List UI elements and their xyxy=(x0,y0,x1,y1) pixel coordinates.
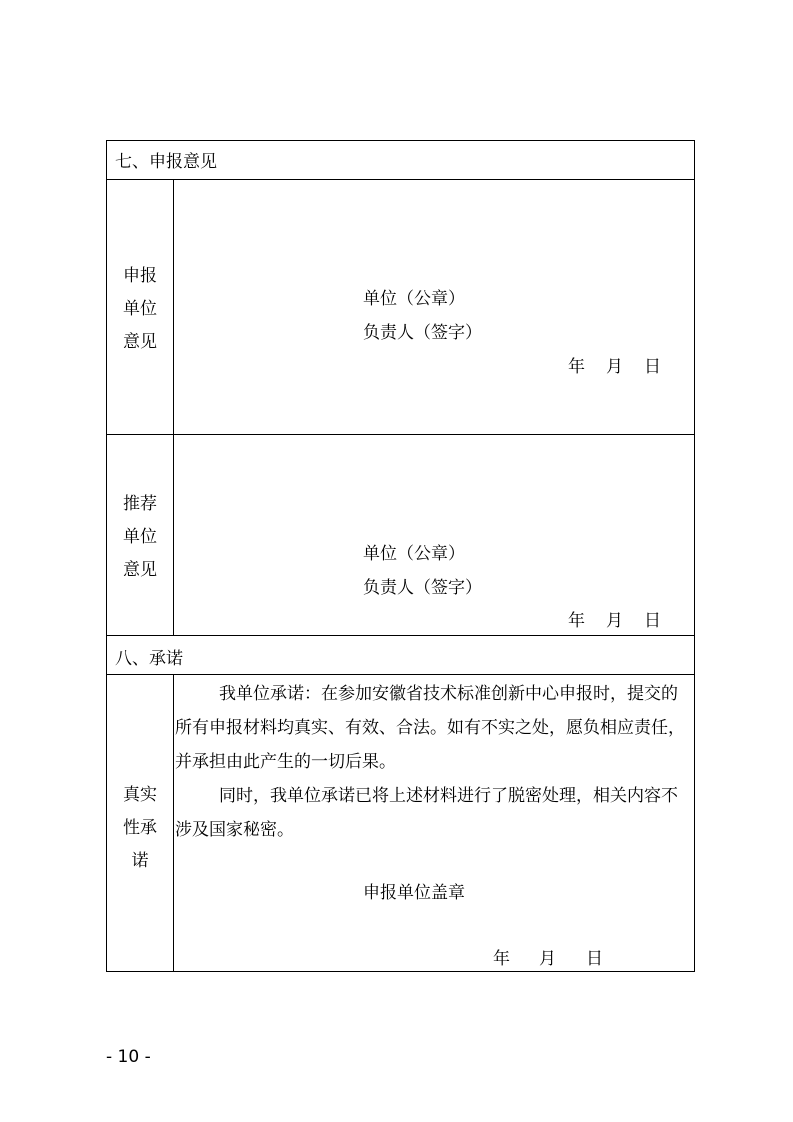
recommender-seal-label: 单位（公章） xyxy=(363,544,465,564)
page-number: - 10 - xyxy=(106,1047,151,1067)
applicant-opinion-label: 申报 单位 意见 xyxy=(123,266,157,352)
applicant-date-month: 月 xyxy=(606,357,623,377)
row-divider xyxy=(173,434,694,435)
section-8-title: 八、承诺 xyxy=(115,649,183,669)
opinion-form xyxy=(106,140,695,972)
commitment-date-year: 年 xyxy=(493,949,510,969)
row-divider xyxy=(107,434,173,435)
commitment-paragraph-2: 同时，我单位承诺已将上述材料进行了脱密处理，相关内容不涉及国家秘密。 xyxy=(175,786,678,840)
applicant-date-day: 日 xyxy=(644,357,661,377)
recommender-date-day: 日 xyxy=(644,611,661,631)
recommender-date-month: 月 xyxy=(606,611,623,631)
row-divider xyxy=(107,179,694,180)
column-divider xyxy=(173,179,174,635)
applicant-date-year: 年 xyxy=(568,357,585,377)
commitment-date-month: 月 xyxy=(539,949,556,969)
stamp-label: 申报单位盖章 xyxy=(363,883,465,903)
commitment-label: 真实 性承 诺 xyxy=(123,785,157,871)
recommender-signer-label: 负责人（签字） xyxy=(363,578,482,598)
commitment-date-day: 日 xyxy=(586,949,603,969)
commitment-text xyxy=(175,677,687,847)
row-divider xyxy=(107,635,694,636)
column-divider xyxy=(173,674,174,971)
applicant-signer-label: 负责人（签字） xyxy=(363,323,482,343)
section-7-title: 七、申报意见 xyxy=(115,152,217,172)
row-divider xyxy=(107,674,694,675)
recommender-date-year: 年 xyxy=(568,611,585,631)
commitment-paragraph-1: 我单位承诺：在参加安徽省技术标准创新中心申报时，提交的所有申报材料均真实、有效、合法。如有不实之处，愿负相应责任，并承担由此产生的一切后果。 xyxy=(175,684,685,772)
applicant-seal-label: 单位（公章） xyxy=(363,289,465,309)
recommender-opinion-label: 推荐 单位 意见 xyxy=(123,494,157,580)
